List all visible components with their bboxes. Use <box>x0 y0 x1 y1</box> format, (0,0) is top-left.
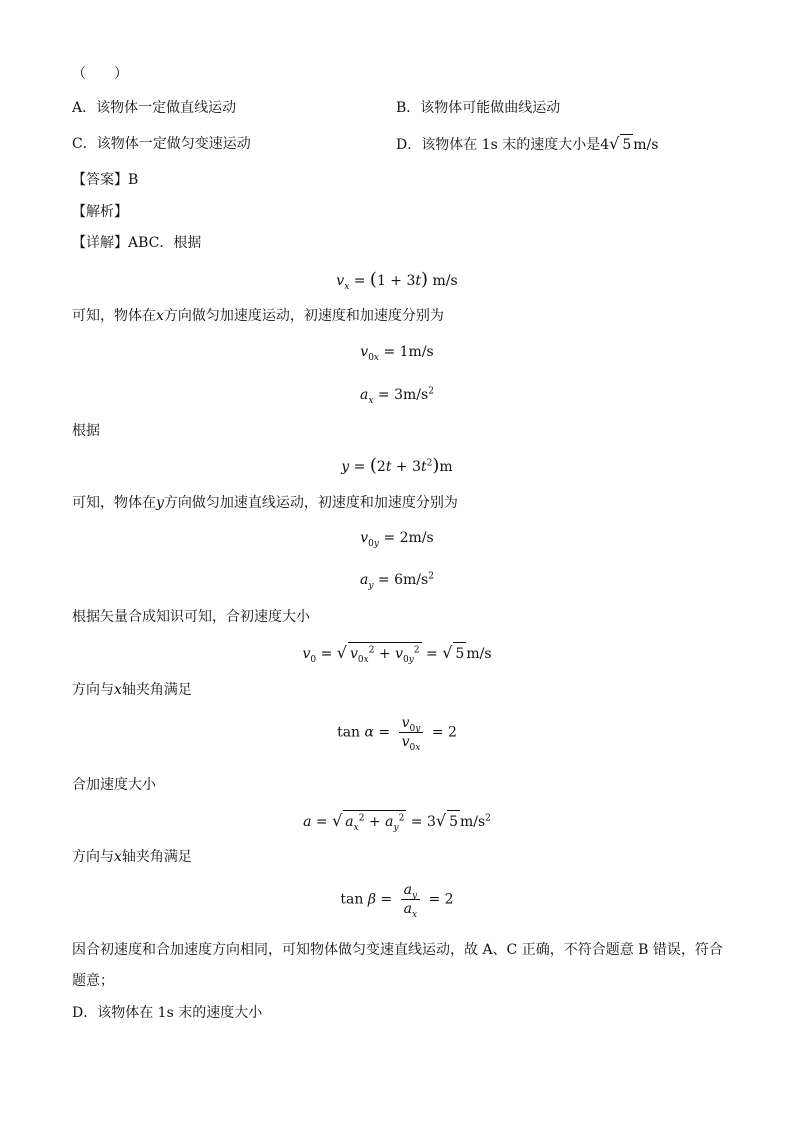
answer-label: 【答案】 <box>72 172 128 188</box>
paragraph-combined-acceleration: 合加速度大小 <box>72 777 156 793</box>
paragraph-angle-beta: 方向与x轴夹角满足 <box>72 849 192 865</box>
eq-ay-val: 6m/s <box>394 572 429 588</box>
equation-tan-beta: tan β = $\frac{a_y}{a_x}$ = 2 <box>340 882 454 920</box>
analysis-label: 【解析】 <box>72 204 128 220</box>
equation-a: a = √ $a_x^2 + a_y^2 = 3√$ 5 $m/s^2$ <box>303 811 491 833</box>
equation-ay: $a_y = 6m/s^2$ <box>360 571 434 591</box>
option-a: A．该物体一定做直线运动 <box>72 100 237 116</box>
equation-v0y: $v_{0y} = 2m/s$ <box>360 530 434 549</box>
equation-tan-alpha: tan α = $\frac{v_{0y}}{v_{0x}}$ = 2 <box>337 715 457 753</box>
eq-ax-val: 3m/s <box>394 387 429 403</box>
paragraph-conclusion-line2: 题意； <box>72 973 114 989</box>
option-d <box>396 134 658 155</box>
option-d-coef: 4 <box>600 137 610 153</box>
eq-vx-unit: m/s <box>432 273 458 289</box>
fraction-v0y-v0x: $\frac{v_{0y}}{v_{0x}}$ <box>399 714 424 751</box>
answer-line <box>72 170 138 190</box>
paragraph-angle-alpha: 方向与x轴夹角满足 <box>72 682 192 698</box>
equation-v0: $v_0$ = √ $v_{0x}^2 + v_{0y}^2$ = √ 5 m/s <box>302 643 492 665</box>
option-c: C．该物体一定做匀变速运动 <box>72 136 251 152</box>
option-d-unit: m/s <box>633 137 659 153</box>
eq-tan-alpha-val: 2 <box>448 724 457 741</box>
eq-v0-radicand: 5 <box>453 642 466 665</box>
option-d-prefix: D．该物体在 1s 末的速度大小是 <box>396 137 601 153</box>
paragraph-x-direction: 可知，物体在x方向做匀加速度运动，初速度和加速度分别为 <box>72 308 444 324</box>
sqrt-symbol: √ <box>609 134 620 153</box>
eq-v0-unit: m/s <box>466 646 492 662</box>
answer-value: B <box>128 172 139 188</box>
paragraph-conclusion-line1: 因合初速度和合加速度方向相同，可知物体做匀变速直线运动，故 A、C 正确，不符合题意 B 错误，符合 <box>72 942 723 958</box>
equation-ax: $a_x = 3m/s^2$ <box>360 386 434 406</box>
paragraph-vector-synthesis: 根据矢量合成知识可知，合初速度大小 <box>72 609 310 625</box>
eq-a-radicand: 5 <box>447 810 460 833</box>
eq-v0y-val: 2m/s <box>399 530 434 546</box>
question-bracket: （ ） <box>72 66 128 82</box>
equation-y: $y = (2t + 3t^2)m$ <box>341 455 453 476</box>
paragraph-y-direction: 可知，物体在y方向做匀加速直线运动，初速度和加速度分别为 <box>72 495 458 511</box>
fraction-ay-ax: $\frac{a_y}{a_x}$ <box>401 881 420 918</box>
equation-v0x: $v_{0x} = 1m/s$ <box>360 344 434 363</box>
paragraph-d-speed: D．该物体在 1s 末的速度大小 <box>72 1005 263 1021</box>
paragraph-according: 根据 <box>72 423 100 439</box>
eq-a-unit: m/s <box>459 814 486 830</box>
eq-y-unit: m <box>439 459 453 475</box>
eq-a-coef: 3 <box>426 814 436 830</box>
detail-intro: 【详解】ABC．根据 <box>72 235 202 251</box>
option-d-radicand: 5 <box>620 134 633 155</box>
eq-tan-beta-val: 2 <box>444 891 454 908</box>
option-b: B．该物体可能做曲线运动 <box>396 100 561 116</box>
equation-vx: $v_x = (1 + 3t)$ m/s <box>336 269 458 292</box>
eq-v0x-val: 1m/s <box>399 344 434 360</box>
